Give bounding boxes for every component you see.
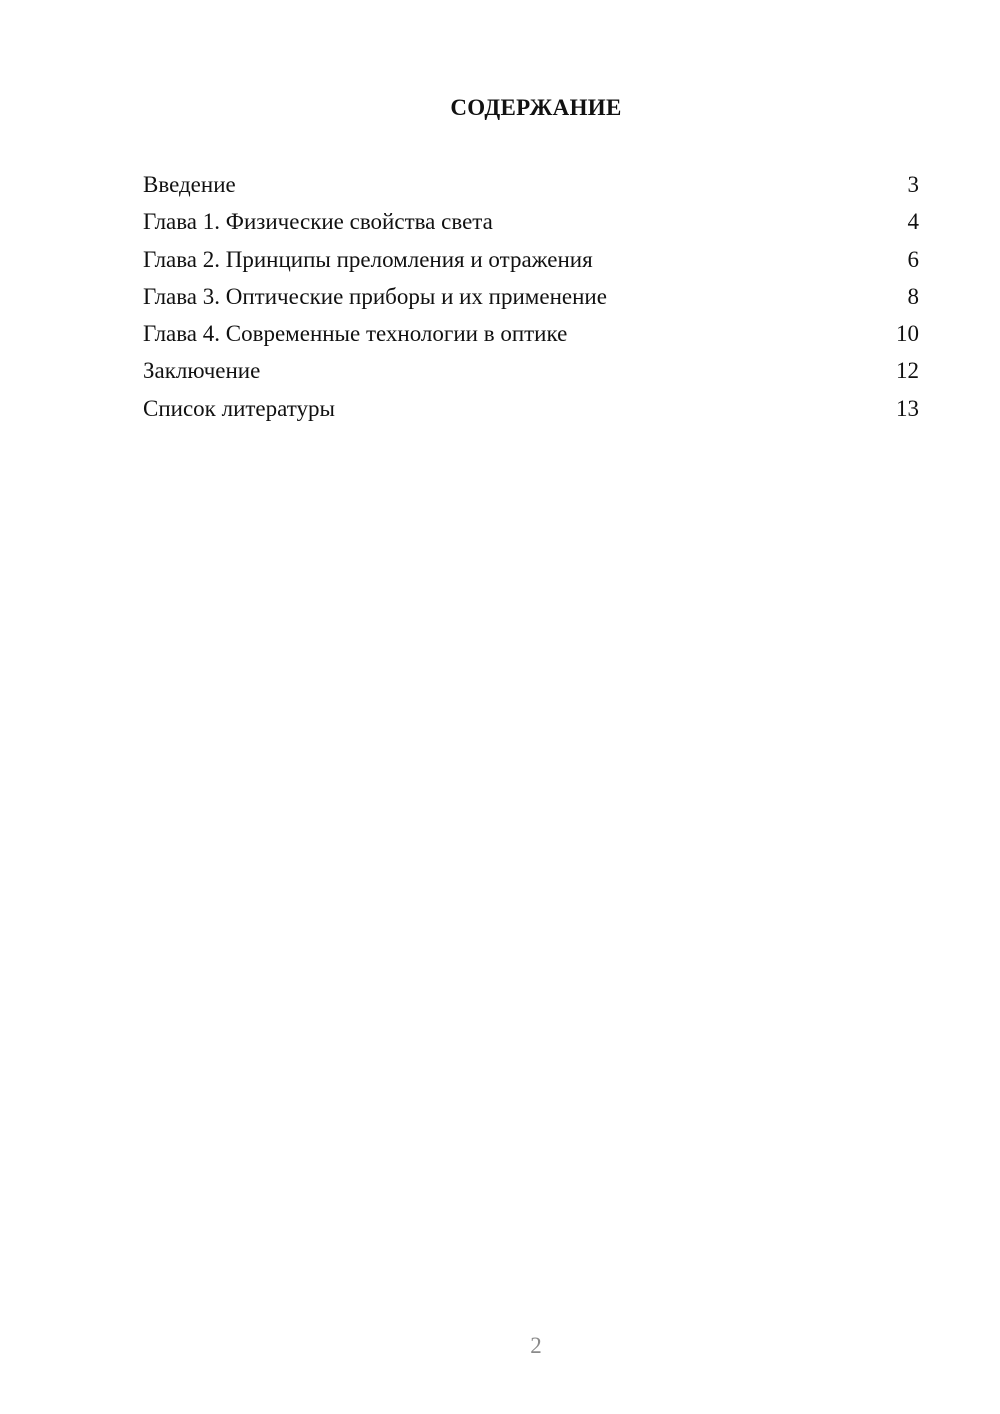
toc-entry-chapter-1 — [143, 205, 919, 242]
toc-entry-page: 12 — [896, 358, 919, 384]
toc-entry-label: Заключение — [143, 358, 261, 384]
toc-entry-page: 6 — [907, 246, 919, 272]
toc-entry-page: 8 — [907, 283, 919, 309]
toc-entry-chapter-2 — [143, 243, 919, 280]
toc-entry-page: 4 — [907, 209, 919, 235]
page-number: 2 — [530, 1333, 542, 1358]
toc-entry-label: Список литературы — [143, 395, 335, 421]
toc-entry-page: 3 — [907, 172, 919, 197]
toc-entry-references — [143, 392, 919, 429]
table-of-contents — [143, 168, 919, 429]
page-title: СОДЕРЖАНИЕ — [450, 95, 622, 120]
toc-entry-label: Глава 2. Принципы преломления и отражения — [143, 246, 593, 272]
toc-entry-chapter-4 — [143, 317, 919, 354]
toc-entry-label: Глава 3. Оптические приборы и их применение — [143, 283, 607, 309]
toc-entry-conclusion — [143, 354, 919, 391]
toc-entry-label: Глава 1. Физические свойства света — [143, 209, 493, 235]
toc-entry-label: Введение — [143, 172, 236, 197]
toc-entry-introduction — [143, 168, 919, 205]
toc-entry-label: Глава 4. Современные технологии в оптике — [143, 321, 568, 347]
toc-entry-page: 10 — [896, 321, 919, 347]
toc-entry-page: 13 — [896, 395, 919, 421]
toc-entry-chapter-3 — [143, 280, 919, 317]
